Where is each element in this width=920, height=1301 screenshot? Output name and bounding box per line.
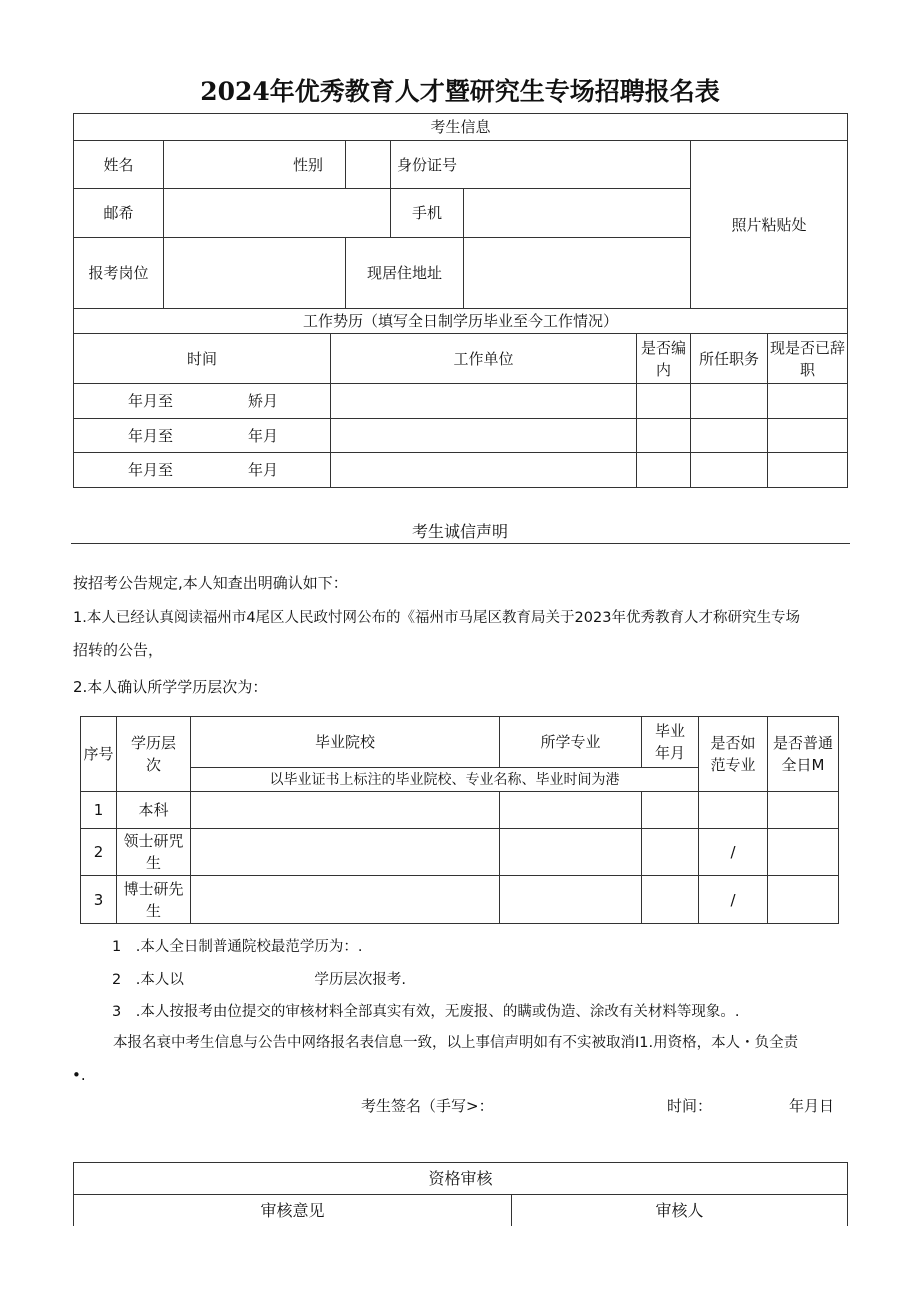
id-number-label: 身份证号 bbox=[397, 155, 458, 174]
edu-row-level: 本科 bbox=[116, 791, 191, 829]
edu-normal-cell[interactable]: / bbox=[698, 875, 768, 924]
declaration-intro: 按招考公告规定,本人知查出明确认如下： bbox=[73, 574, 348, 592]
name-field[interactable] bbox=[163, 140, 346, 189]
edu-col-level: 学历层次 bbox=[116, 716, 191, 792]
edu-major-cell[interactable] bbox=[499, 791, 642, 829]
email-field[interactable] bbox=[163, 188, 391, 238]
edu-col-grad-date: 毕业年月 bbox=[641, 716, 699, 768]
edu-fulltime-cell[interactable] bbox=[767, 828, 839, 876]
statement-4: 本报名衰中考生信息与公告中网络报名表信息一致，以上事信声明如有不实被取消I1.用资格，本人・负全责 bbox=[113, 1035, 799, 1051]
id-number-field[interactable] bbox=[390, 140, 691, 189]
from-text: 年月至 bbox=[128, 461, 174, 479]
work-history-header: 工作势历（填写全日制学历毕业至今工作情况） bbox=[73, 308, 848, 334]
work-time-cell[interactable] bbox=[73, 418, 331, 453]
phone-label: 手机 bbox=[390, 188, 464, 238]
gender-field[interactable] bbox=[345, 140, 391, 189]
statement-1: 1 .本人全日制普通院校最范学历为：. bbox=[112, 939, 363, 955]
work-resigned-cell[interactable] bbox=[767, 452, 848, 488]
edu-major-cell[interactable] bbox=[499, 875, 642, 924]
work-title-cell[interactable] bbox=[690, 383, 768, 419]
edu-school-cell[interactable] bbox=[190, 875, 500, 924]
review-opinion-label: 审核意见 bbox=[73, 1194, 512, 1226]
work-time-cell[interactable] bbox=[73, 452, 331, 488]
work-title-cell[interactable] bbox=[690, 452, 768, 488]
work-staffed-cell[interactable] bbox=[636, 418, 691, 453]
col-employer: 工作单位 bbox=[330, 333, 637, 384]
work-employer-cell[interactable] bbox=[330, 383, 637, 419]
edu-date-cell[interactable] bbox=[641, 791, 699, 829]
col-job-title: 所任职务 bbox=[690, 333, 768, 384]
work-employer-cell[interactable] bbox=[330, 418, 637, 453]
declaration-item-2: 2.本人确认所学学历层次为： bbox=[73, 678, 268, 696]
address-field[interactable] bbox=[463, 237, 691, 309]
position-label: 报考岗位 bbox=[73, 237, 164, 309]
statement-3: 3 .本人按报考由位提交的审核材料全部真实有效，无废报、的瞒或伪造、涂改有关材料等现象。. bbox=[112, 1004, 740, 1020]
photo-area: 照片粘贴处 bbox=[690, 140, 848, 309]
edu-date-cell[interactable] bbox=[641, 875, 699, 924]
gender-label: 性别 bbox=[292, 155, 323, 174]
email-label: 邮希 bbox=[73, 188, 164, 238]
from-text: 年月至 bbox=[128, 426, 174, 445]
edu-fulltime-cell[interactable] bbox=[767, 875, 839, 924]
edu-row-no: 1 bbox=[80, 791, 117, 829]
edu-col-school: 毕业院校 bbox=[190, 716, 500, 768]
phone-field[interactable] bbox=[463, 188, 691, 238]
edu-col-fulltime: 是否普通全日M bbox=[767, 716, 839, 792]
candidate-info-header: 考生信息 bbox=[73, 113, 848, 141]
name-label: 姓名 bbox=[73, 140, 164, 189]
work-staffed-cell[interactable] bbox=[636, 452, 691, 488]
review-header: 资格审核 bbox=[73, 1162, 848, 1195]
edu-row-no: 3 bbox=[80, 875, 117, 924]
to-text: 年月 bbox=[248, 426, 279, 445]
edu-col-no: 序号 bbox=[80, 716, 117, 792]
edu-school-cell[interactable] bbox=[190, 828, 500, 876]
edu-normal-cell[interactable]: / bbox=[698, 828, 768, 876]
work-staffed-cell[interactable] bbox=[636, 383, 691, 419]
edu-school-cell[interactable] bbox=[190, 791, 500, 829]
edu-note: 以毕业证书上标注的毕业院校、专业名称、毕业时间为港 bbox=[190, 767, 699, 792]
statement-4-cont: •. bbox=[72, 1066, 86, 1084]
work-time-cell[interactable] bbox=[73, 383, 331, 419]
work-employer-cell[interactable] bbox=[330, 452, 637, 488]
col-time: 时间 bbox=[73, 333, 331, 384]
edu-col-normal-major: 是否如范专业 bbox=[698, 716, 768, 792]
declaration-item-1-cont: 招转的公告， bbox=[73, 641, 164, 659]
edu-col-major: 所学专业 bbox=[499, 716, 642, 768]
edu-fulltime-cell[interactable] bbox=[767, 791, 839, 829]
declaration-title: 考生诚信声明 bbox=[411, 522, 508, 541]
statement-2: 2 .本人以 学历层次报考. bbox=[112, 972, 406, 988]
to-text: 年月 bbox=[248, 461, 279, 479]
edu-row-level: 博士研先生 bbox=[116, 875, 191, 924]
page-title: 2024年优秀教育人才暨研究生专场招聘报名表 bbox=[200, 77, 720, 106]
from-text: 年月至 bbox=[128, 392, 174, 410]
signature-label: 考生签名（手写>： bbox=[361, 1097, 494, 1115]
work-title-cell[interactable] bbox=[690, 418, 768, 453]
divider bbox=[71, 543, 850, 544]
address-label: 现居住地址 bbox=[345, 237, 464, 309]
reviewer-label: 审核人 bbox=[511, 1194, 848, 1226]
edu-row-no: 2 bbox=[80, 828, 117, 876]
edu-date-cell[interactable] bbox=[641, 828, 699, 876]
declaration-item-1: 1.本人已经认真阅读福州市4尾区人民政忖网公布的《福州市马尾区教育局关于2023年优秀教育人才称研究生专场 bbox=[73, 610, 800, 626]
work-resigned-cell[interactable] bbox=[767, 418, 848, 453]
to-text: 矫月 bbox=[248, 392, 279, 410]
edu-normal-cell[interactable] bbox=[698, 791, 768, 829]
position-field[interactable] bbox=[163, 237, 346, 309]
col-resigned: 现是否已辞职 bbox=[767, 333, 848, 384]
edu-row-level: 领士研咒生 bbox=[116, 828, 191, 876]
edu-major-cell[interactable] bbox=[499, 828, 642, 876]
time-label: 时间： bbox=[667, 1097, 713, 1115]
work-resigned-cell[interactable] bbox=[767, 383, 848, 419]
col-staffed: 是否编内 bbox=[636, 333, 691, 384]
date-text: 年月日 bbox=[789, 1097, 835, 1115]
